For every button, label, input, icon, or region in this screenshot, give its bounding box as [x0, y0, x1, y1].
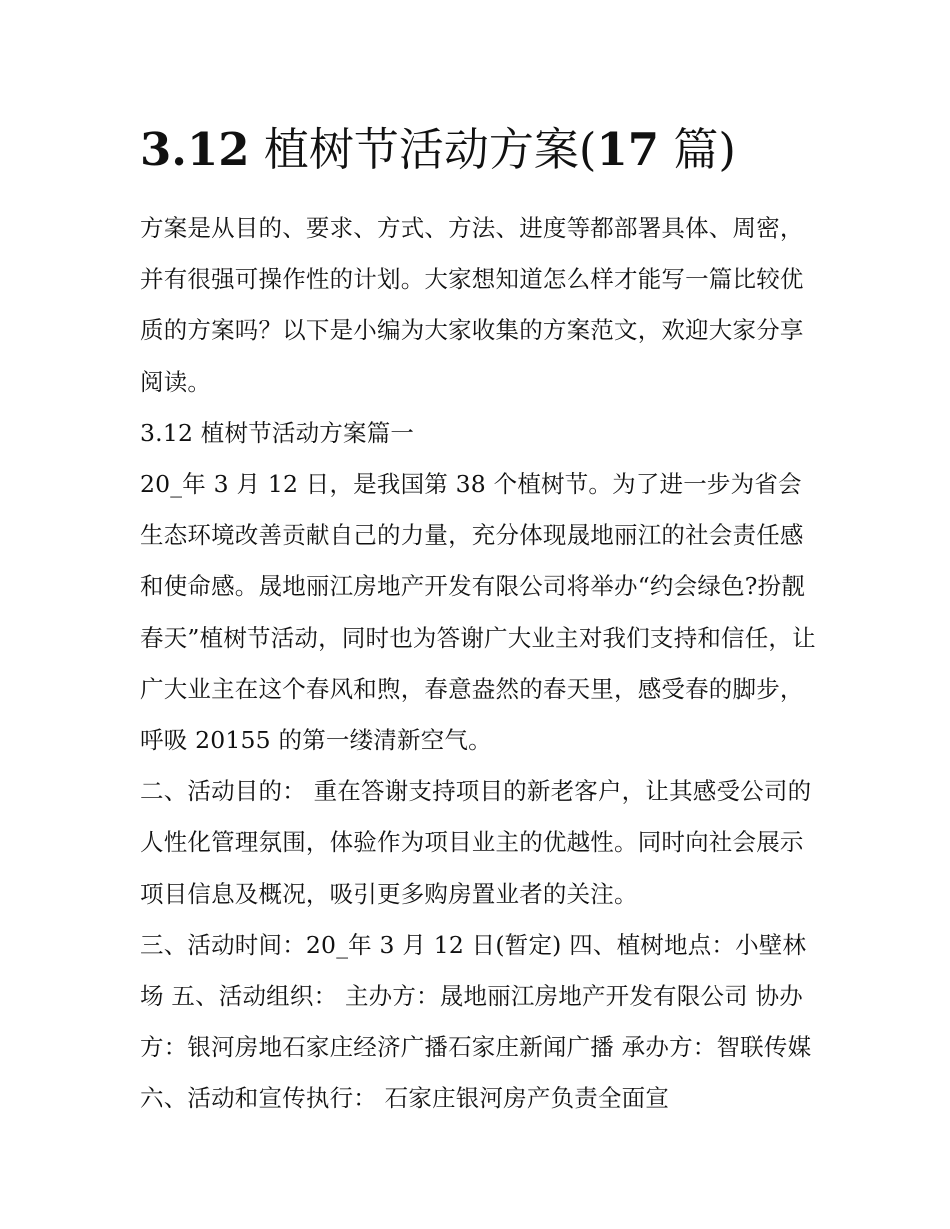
title-date: 3.12 [140, 123, 250, 176]
document-body [140, 118, 820, 1125]
title-count: 17 [596, 123, 660, 176]
title-text: 植树节活动方案( [249, 123, 597, 176]
title-suffix: 篇) [659, 123, 736, 176]
activity-purpose-paragraph: 二、活动目的： 重在答谢支持项目的新老客户，让其感受公司的人性化管理氛围，体验作为项目业主的优越性。同时向社会展示项目信息及概况，吸引更多购房置业者的关注。 [140, 777, 812, 908]
document-title [140, 118, 820, 182]
intro-paragraph: 方案是从目的、要求、方式、方法、进度等都部署具体、周密，并有很强可操作性的计划。大家想知道怎么样才能写一篇比较优质的方案吗？以下是小编为大家收集的方案范文，欢迎大家分享阅读。 [140, 214, 804, 396]
section-heading: 3.12 植树节活动方案篇一 [140, 418, 415, 447]
activity-details-paragraph: 三、活动时间：20_年 3 月 12 日(暂定) 四、植树地点：小壁林场 五、活动组织： 主办方：晟地丽江房地产开发有限公司 协办方：银河房地石家庄经济广播石家庄新闻广播 承办方：智联传媒 六、活动和宣传执行： 石家庄银河房产负责全面宣 [140, 930, 812, 1113]
background-paragraph: 20_年 3 月 12 日，是我国第 38 个植树节。为了进一步为省会生态环境改善贡献自己的力量，充分体现晟地丽江的社会责任感和使命感。晟地丽江房地产开发有限公司将举办“约会绿色?扮靓春天”植树节活动，同时也为答谢广大业主对我们支持和信任，让广大业主在这个春风和煦，春意盎然的春天里，感受春的脚步，呼吸 20155 的第一缕清新空气。 [140, 470, 816, 755]
